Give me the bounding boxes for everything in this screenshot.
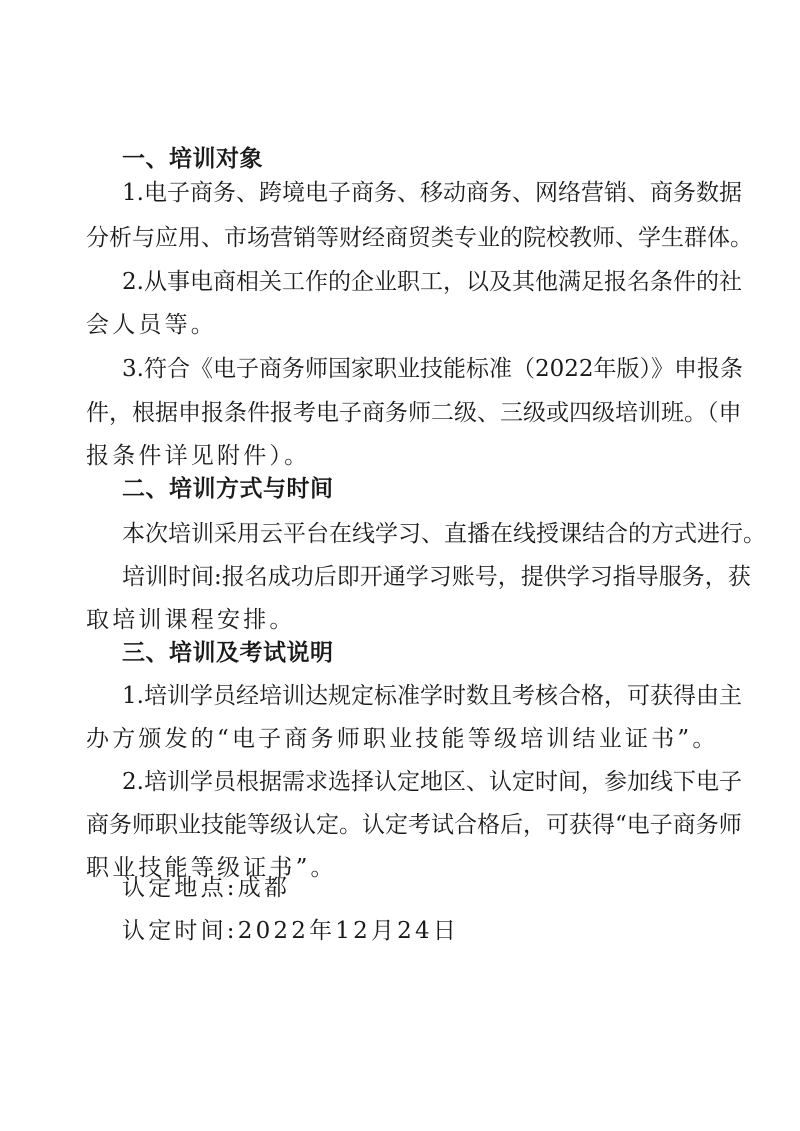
- section-heading-exam-notes: 三、培训及考试说明: [122, 640, 334, 666]
- section-heading-training-method: 二、培训方式与时间: [122, 476, 334, 502]
- paragraph-line: 件，根据申报条件报考电子商务师二级、三级或四级培训班。（申: [86, 400, 742, 426]
- paragraph-line: 1.电子商务、跨境电子商务、移动商务、网络营销、商务数据: [122, 180, 742, 206]
- paragraph-line: 2.从事电商相关工作的企业职工，以及其他满足报名条件的社: [122, 269, 742, 295]
- paragraph-line: 办方颁发的“电子商务师职业技能等级培训结业证书”。: [86, 726, 719, 752]
- section-heading-training-targets: 一、培训对象: [122, 146, 263, 172]
- paragraph-line: 取培训课程安排。: [86, 607, 296, 633]
- paragraph-line: 职业技能等级证书”。: [86, 855, 337, 881]
- paragraph-line: 分析与应用、市场营销等财经商贸类专业的院校教师、学生群体。: [86, 225, 753, 251]
- paragraph-line: 报条件详见附件）。: [86, 443, 311, 469]
- paragraph-line: 会人员等。: [86, 312, 217, 338]
- paragraph-line: 1.培训学员经培训达规定标准学时数且考核合格，可获得由主: [122, 683, 742, 709]
- certification-date: 认定时间:2022年12月24日: [122, 918, 460, 944]
- certification-location: 认定地点:成都: [122, 875, 291, 901]
- paragraph-line: 3.符合《电子商务师国家职业技能标准（2022年版）》申报条: [122, 356, 743, 382]
- paragraph-line: 本次培训采用云平台在线学习、直播在线授课结合的方式进行。: [122, 521, 766, 547]
- paragraph-line: 2.培训学员根据需求选择认定地区、认定时间，参加线下电子: [122, 769, 742, 795]
- paragraph-line: 商务师职业技能等级认定。认定考试合格后，可获得“电子商务师: [86, 812, 742, 838]
- paragraph-line: 培训时间:报名成功后即开通学习账号，提供学习指导服务，获: [122, 564, 751, 590]
